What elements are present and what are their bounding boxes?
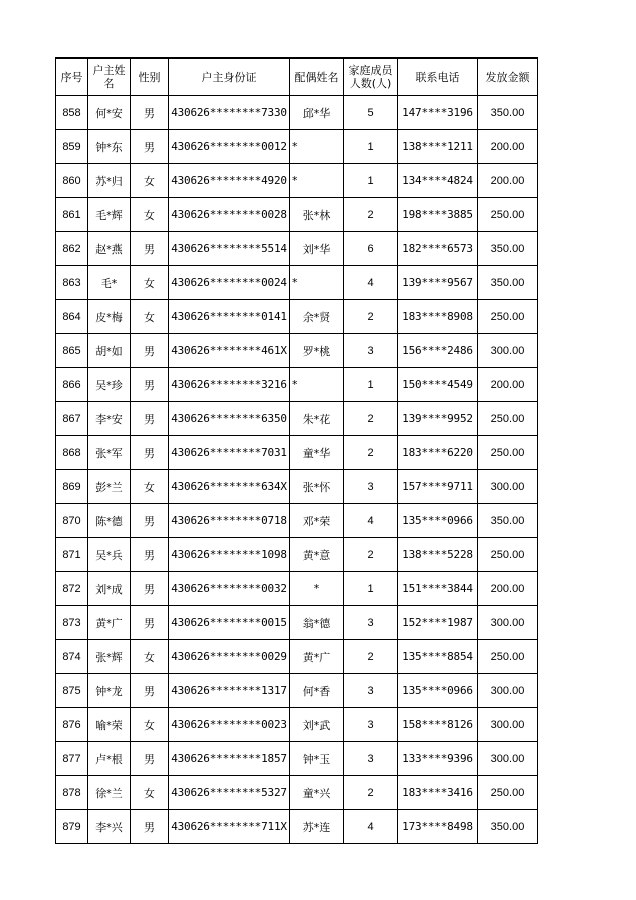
- table-row: [56, 436, 538, 470]
- cell-head-name: 吴*珍: [88, 368, 131, 402]
- cell-spouse: *: [290, 368, 344, 402]
- cell-phone: 150****4549: [398, 368, 478, 402]
- cell-spouse: 刘*华: [290, 232, 344, 266]
- cell-phone: 173****8498: [398, 810, 478, 844]
- cell-family-size: 5: [344, 96, 398, 130]
- cell-gender: 男: [131, 368, 169, 402]
- cell-family-size: 3: [344, 708, 398, 742]
- table-row: [56, 164, 538, 198]
- cell-phone: 158****8126: [398, 708, 478, 742]
- cell-head-name: 钟*东: [88, 130, 131, 164]
- header-row: [56, 58, 538, 96]
- cell-head-name: 黄*广: [88, 606, 131, 640]
- header-amount: 发放金额: [478, 58, 538, 96]
- cell-gender: 女: [131, 164, 169, 198]
- table-header: [56, 58, 538, 96]
- table-row: [56, 674, 538, 708]
- cell-gender: 男: [131, 674, 169, 708]
- cell-spouse: 黄*意: [290, 538, 344, 572]
- table-row: [56, 402, 538, 436]
- cell-family-size: 1: [344, 368, 398, 402]
- cell-gender: 男: [131, 538, 169, 572]
- cell-amount: 250.00: [478, 436, 538, 470]
- cell-spouse: 翁*德: [290, 606, 344, 640]
- cell-seq: 867: [56, 402, 88, 436]
- header-phone: 联系电话: [398, 58, 478, 96]
- cell-amount: 300.00: [478, 470, 538, 504]
- cell-phone: 183****3416: [398, 776, 478, 810]
- cell-spouse: *: [290, 266, 344, 300]
- cell-spouse: 罗*桃: [290, 334, 344, 368]
- cell-family-size: 6: [344, 232, 398, 266]
- table-row: [56, 538, 538, 572]
- cell-head-name: 陈*德: [88, 504, 131, 538]
- cell-spouse: *: [290, 130, 344, 164]
- cell-id-card: 430626********7031: [169, 436, 290, 470]
- table-row: [56, 742, 538, 776]
- cell-spouse: 张*怀: [290, 470, 344, 504]
- header-family-size: 家庭成员人数(人): [344, 58, 398, 96]
- cell-seq: 859: [56, 130, 88, 164]
- cell-phone: 134****4824: [398, 164, 478, 198]
- cell-id-card: 430626********0023: [169, 708, 290, 742]
- cell-family-size: 2: [344, 300, 398, 334]
- cell-family-size: 1: [344, 130, 398, 164]
- table-row: [56, 640, 538, 674]
- cell-id-card: 430626********1317: [169, 674, 290, 708]
- cell-id-card: 430626********1098: [169, 538, 290, 572]
- cell-gender: 男: [131, 130, 169, 164]
- cell-spouse: *: [290, 164, 344, 198]
- header-seq: 序号: [56, 58, 88, 96]
- cell-amount: 300.00: [478, 742, 538, 776]
- cell-id-card: 430626********1857: [169, 742, 290, 776]
- cell-head-name: 徐*兰: [88, 776, 131, 810]
- cell-amount: 250.00: [478, 198, 538, 232]
- cell-amount: 250.00: [478, 776, 538, 810]
- header-gender: 性别: [131, 58, 169, 96]
- cell-gender: 女: [131, 266, 169, 300]
- cell-phone: 138****1211: [398, 130, 478, 164]
- table-body: [56, 96, 538, 844]
- cell-gender: 女: [131, 640, 169, 674]
- cell-phone: 139****9952: [398, 402, 478, 436]
- cell-head-name: 皮*梅: [88, 300, 131, 334]
- cell-phone: 183****6220: [398, 436, 478, 470]
- cell-head-name: 刘*成: [88, 572, 131, 606]
- table-row: [56, 266, 538, 300]
- cell-id-card: 430626********0029: [169, 640, 290, 674]
- cell-head-name: 李*兴: [88, 810, 131, 844]
- cell-seq: 865: [56, 334, 88, 368]
- table-row: [56, 572, 538, 606]
- cell-head-name: 毛*辉: [88, 198, 131, 232]
- cell-id-card: 430626********0028: [169, 198, 290, 232]
- cell-gender: 男: [131, 334, 169, 368]
- cell-spouse: 邱*华: [290, 96, 344, 130]
- cell-id-card: 430626********0024: [169, 266, 290, 300]
- cell-id-card: 430626********3216: [169, 368, 290, 402]
- cell-id-card: 430626********461X: [169, 334, 290, 368]
- cell-head-name: 吴*兵: [88, 538, 131, 572]
- table-row: [56, 504, 538, 538]
- cell-amount: 300.00: [478, 708, 538, 742]
- table-row: [56, 232, 538, 266]
- cell-family-size: 2: [344, 198, 398, 232]
- cell-seq: 872: [56, 572, 88, 606]
- cell-amount: 350.00: [478, 504, 538, 538]
- cell-family-size: 2: [344, 436, 398, 470]
- cell-spouse: 余*贤: [290, 300, 344, 334]
- cell-seq: 873: [56, 606, 88, 640]
- cell-id-card: 430626********4920: [169, 164, 290, 198]
- cell-seq: 868: [56, 436, 88, 470]
- cell-phone: 152****1987: [398, 606, 478, 640]
- cell-family-size: 1: [344, 164, 398, 198]
- cell-spouse: 苏*连: [290, 810, 344, 844]
- header-spouse: 配偶姓名: [290, 58, 344, 96]
- cell-amount: 300.00: [478, 674, 538, 708]
- cell-phone: 183****8908: [398, 300, 478, 334]
- cell-seq: 866: [56, 368, 88, 402]
- cell-seq: 878: [56, 776, 88, 810]
- cell-amount: 200.00: [478, 368, 538, 402]
- cell-head-name: 张*军: [88, 436, 131, 470]
- cell-id-card: 430626********0015: [169, 606, 290, 640]
- table-row: [56, 96, 538, 130]
- cell-head-name: 卢*根: [88, 742, 131, 776]
- cell-phone: 135****0966: [398, 504, 478, 538]
- cell-spouse: *: [290, 572, 344, 606]
- cell-id-card: 430626********0012: [169, 130, 290, 164]
- cell-amount: 350.00: [478, 810, 538, 844]
- cell-gender: 男: [131, 810, 169, 844]
- cell-spouse: 黄*广: [290, 640, 344, 674]
- cell-seq: 875: [56, 674, 88, 708]
- cell-spouse: 何*香: [290, 674, 344, 708]
- cell-amount: 300.00: [478, 606, 538, 640]
- cell-phone: 139****9567: [398, 266, 478, 300]
- cell-id-card: 430626********634X: [169, 470, 290, 504]
- cell-family-size: 2: [344, 640, 398, 674]
- header-id-card: 户主身份证: [169, 58, 290, 96]
- cell-id-card: 430626********5514: [169, 232, 290, 266]
- cell-id-card: 430626********7330: [169, 96, 290, 130]
- cell-phone: 135****8854: [398, 640, 478, 674]
- cell-amount: 200.00: [478, 130, 538, 164]
- cell-id-card: 430626********0032: [169, 572, 290, 606]
- cell-family-size: 4: [344, 504, 398, 538]
- cell-gender: 女: [131, 470, 169, 504]
- cell-gender: 女: [131, 300, 169, 334]
- cell-spouse: 邓*荣: [290, 504, 344, 538]
- cell-id-card: 430626********6350: [169, 402, 290, 436]
- cell-family-size: 4: [344, 810, 398, 844]
- cell-amount: 250.00: [478, 538, 538, 572]
- cell-phone: 156****2486: [398, 334, 478, 368]
- cell-head-name: 钟*龙: [88, 674, 131, 708]
- cell-seq: 858: [56, 96, 88, 130]
- cell-amount: 350.00: [478, 96, 538, 130]
- cell-family-size: 3: [344, 674, 398, 708]
- cell-gender: 男: [131, 402, 169, 436]
- table-row: [56, 470, 538, 504]
- cell-seq: 870: [56, 504, 88, 538]
- cell-head-name: 张*辉: [88, 640, 131, 674]
- cell-family-size: 1: [344, 572, 398, 606]
- cell-gender: 男: [131, 96, 169, 130]
- table-row: [56, 334, 538, 368]
- cell-head-name: 何*安: [88, 96, 131, 130]
- cell-seq: 861: [56, 198, 88, 232]
- cell-amount: 350.00: [478, 232, 538, 266]
- cell-head-name: 喻*荣: [88, 708, 131, 742]
- cell-phone: 135****0966: [398, 674, 478, 708]
- cell-spouse: 刘*武: [290, 708, 344, 742]
- cell-seq: 863: [56, 266, 88, 300]
- household-subsidy-table: [55, 57, 538, 844]
- cell-head-name: 李*安: [88, 402, 131, 436]
- table-row: [56, 368, 538, 402]
- cell-family-size: 2: [344, 776, 398, 810]
- cell-seq: 871: [56, 538, 88, 572]
- cell-seq: 879: [56, 810, 88, 844]
- table-row: [56, 776, 538, 810]
- cell-seq: 876: [56, 708, 88, 742]
- cell-phone: 133****9396: [398, 742, 478, 776]
- cell-family-size: 2: [344, 402, 398, 436]
- cell-gender: 男: [131, 572, 169, 606]
- cell-spouse: 童*兴: [290, 776, 344, 810]
- cell-id-card: 430626********5327: [169, 776, 290, 810]
- cell-spouse: 朱*花: [290, 402, 344, 436]
- cell-head-name: 胡*如: [88, 334, 131, 368]
- cell-phone: 151****3844: [398, 572, 478, 606]
- table-row: [56, 708, 538, 742]
- cell-phone: 147****3196: [398, 96, 478, 130]
- cell-amount: 250.00: [478, 640, 538, 674]
- cell-family-size: 3: [344, 470, 398, 504]
- cell-head-name: 赵*燕: [88, 232, 131, 266]
- table-row: [56, 130, 538, 164]
- cell-phone: 138****5228: [398, 538, 478, 572]
- cell-gender: 男: [131, 436, 169, 470]
- cell-amount: 200.00: [478, 164, 538, 198]
- cell-seq: 860: [56, 164, 88, 198]
- cell-phone: 198****3885: [398, 198, 478, 232]
- table-row: [56, 300, 538, 334]
- cell-id-card: 430626********711X: [169, 810, 290, 844]
- cell-family-size: 4: [344, 266, 398, 300]
- cell-gender: 女: [131, 198, 169, 232]
- cell-amount: 350.00: [478, 266, 538, 300]
- cell-id-card: 430626********0718: [169, 504, 290, 538]
- cell-head-name: 毛*: [88, 266, 131, 300]
- cell-spouse: 张*林: [290, 198, 344, 232]
- cell-head-name: 彭*兰: [88, 470, 131, 504]
- header-head-name: 户主姓名: [88, 58, 131, 96]
- cell-seq: 864: [56, 300, 88, 334]
- cell-family-size: 3: [344, 334, 398, 368]
- table-row: [56, 198, 538, 232]
- cell-head-name: 苏*归: [88, 164, 131, 198]
- cell-amount: 200.00: [478, 572, 538, 606]
- cell-gender: 男: [131, 232, 169, 266]
- cell-spouse: 童*华: [290, 436, 344, 470]
- cell-family-size: 3: [344, 606, 398, 640]
- cell-family-size: 3: [344, 742, 398, 776]
- cell-amount: 250.00: [478, 402, 538, 436]
- cell-spouse: 钟*玉: [290, 742, 344, 776]
- cell-seq: 877: [56, 742, 88, 776]
- table-row: [56, 810, 538, 844]
- cell-gender: 男: [131, 606, 169, 640]
- cell-family-size: 2: [344, 538, 398, 572]
- cell-phone: 182****6573: [398, 232, 478, 266]
- cell-seq: 869: [56, 470, 88, 504]
- cell-gender: 女: [131, 708, 169, 742]
- cell-gender: 女: [131, 776, 169, 810]
- table-row: [56, 606, 538, 640]
- cell-amount: 250.00: [478, 300, 538, 334]
- cell-seq: 862: [56, 232, 88, 266]
- cell-id-card: 430626********0141: [169, 300, 290, 334]
- cell-gender: 男: [131, 504, 169, 538]
- cell-gender: 男: [131, 742, 169, 776]
- cell-amount: 300.00: [478, 334, 538, 368]
- cell-phone: 157****9711: [398, 470, 478, 504]
- cell-seq: 874: [56, 640, 88, 674]
